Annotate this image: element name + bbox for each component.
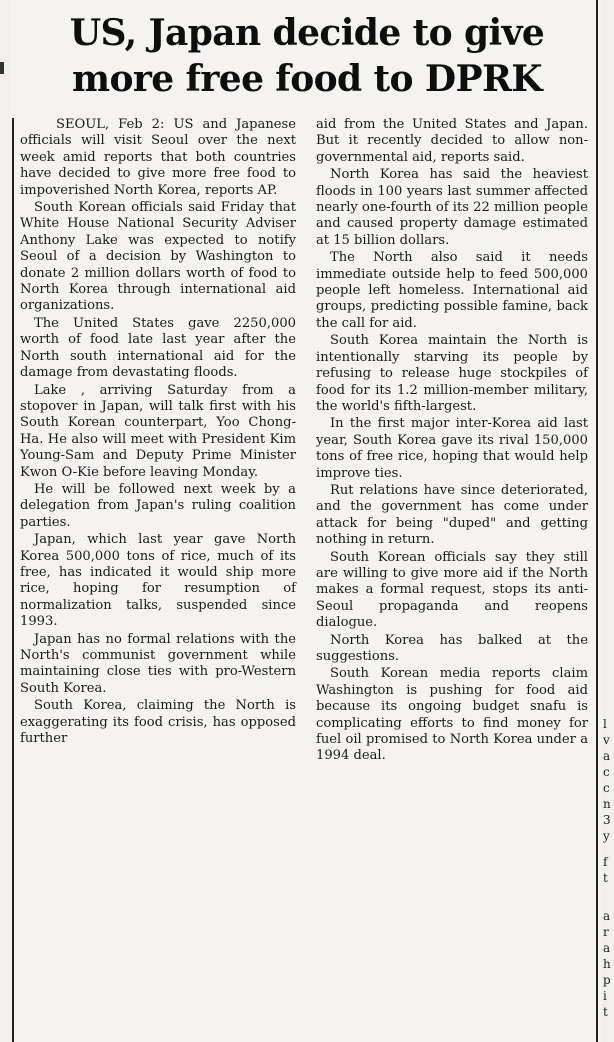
adjacent-fragment: 3 bbox=[603, 813, 611, 827]
adjacent-fragment: y bbox=[603, 829, 610, 843]
article-paragraph: North Korea has said the heaviest floods in 100 years last summer affected nearly one-fourth of its 22 million people and caused property damage estimated at 15 billion dollars. bbox=[316, 167, 588, 248]
adjacent-fragment: i bbox=[603, 989, 607, 1003]
article-paragraph: South Korean media reports claim Washington is pushing for food aid because its ongoing budget snafu is complicating efforts to find money for fuel oil promised to North Korea under a 1994 deal. bbox=[316, 666, 588, 764]
column-rule-left bbox=[12, 118, 14, 1042]
article-paragraph: SEOUL, Feb 2: US and Japanese officials will visit Seoul over the next week amid reports that both countries have decided to give more free food to impoverished North Korea, reports AP. bbox=[20, 117, 296, 198]
article-paragraph: South Korean officials say they still are willing to give more aid if the North makes a formal request, stops its anti-Seoul propaganda and reopens dialogue. bbox=[316, 549, 588, 631]
adjacent-fragment: l bbox=[603, 717, 607, 731]
adjacent-fragment: t bbox=[603, 871, 608, 885]
article-paragraph: South Korea maintain the North is intentionally starving its people by refusing to release huge stockpiles of food for its 1.2 million-member military, the world's fifth-largest. bbox=[316, 333, 588, 414]
adjacent-fragment: r bbox=[603, 925, 609, 939]
adjacent-fragment: a bbox=[603, 909, 611, 923]
adjacent-fragment: c bbox=[603, 781, 610, 795]
article-paragraph: He will be followed next week by a delegation from Japan's ruling coalition parties. bbox=[20, 481, 296, 530]
adjacent-fragment: t bbox=[603, 1005, 608, 1019]
article-paragraph: Rut relations have since deteriorated, and the government has come under attack for being "duped" and getting nothing in return. bbox=[316, 482, 588, 548]
article-paragraph: South Korean officials said Friday that White House National Security Adviser Anthony Lake was expected to notify Seoul of a decision by Washington to donate 2 million dollars worth of food to North Korea through international aid organizations. bbox=[20, 200, 296, 314]
article-paragraph: Lake , arriving Saturday from a stopover in Japan, will talk first with his South Korean counterpart, Yoo Chong-Ha. He also will meet with President Kim Young-Sam and Deputy Prime Minister Kwon O-Kie before leaving Monday. bbox=[20, 382, 296, 480]
article-headline bbox=[22, 10, 592, 102]
article-paragraph: The North also said it needs immediate outside help to feed 500,000 people left homeless. International aid groups, predicting possible famine, back the call for aid. bbox=[316, 250, 588, 331]
article-paragraph: Japan has no formal relations with the North's communist government while maintaining close ties with pro-Western South Korea. bbox=[20, 631, 296, 696]
adjacent-article-mark bbox=[0, 62, 4, 74]
adjacent-fragment: h bbox=[603, 957, 611, 971]
adjacent-fragment: p bbox=[603, 973, 611, 987]
adjacent-fragment: c bbox=[603, 765, 610, 779]
article-paragraph: In the first major inter-Korea aid last year, South Korea gave its rival 150,000 tons of free rice, hoping that would help improve ties. bbox=[316, 416, 588, 481]
article-column-right bbox=[316, 117, 588, 766]
adjacent-fragment: a bbox=[603, 749, 611, 763]
article-paragraph: The United States gave 2250,000 worth of food late last year after the North south international aid for the damage from devastating floods. bbox=[20, 315, 296, 381]
article-column-left bbox=[20, 117, 296, 748]
adjacent-fragment: v bbox=[603, 733, 610, 747]
adjacent-fragment: a bbox=[603, 941, 611, 955]
article-paragraph: South Korea, claiming the North is exaggerating its food crisis, has opposed further bbox=[20, 698, 296, 747]
adjacent-fragment: n bbox=[603, 797, 611, 811]
article-paragraph: Japan, which last year gave North Korea 500,000 tons of rice, much of its free, has indicated it would ship more rice, hoping for resumption of normalization talks, suspended since 1993. bbox=[20, 532, 296, 630]
adjacent-fragment: f bbox=[603, 855, 608, 869]
article-paragraph: North Korea has balked at the suggestions. bbox=[316, 632, 588, 664]
column-rule-right bbox=[596, 0, 598, 1042]
headline-line-2: more free food to DPRK bbox=[72, 58, 542, 100]
article-paragraph-continued: aid from the United States and Japan. But it recently decided to allow non-governmental aid, reports said. bbox=[316, 117, 588, 165]
headline-line-1: US, Japan decide to give bbox=[69, 12, 545, 54]
